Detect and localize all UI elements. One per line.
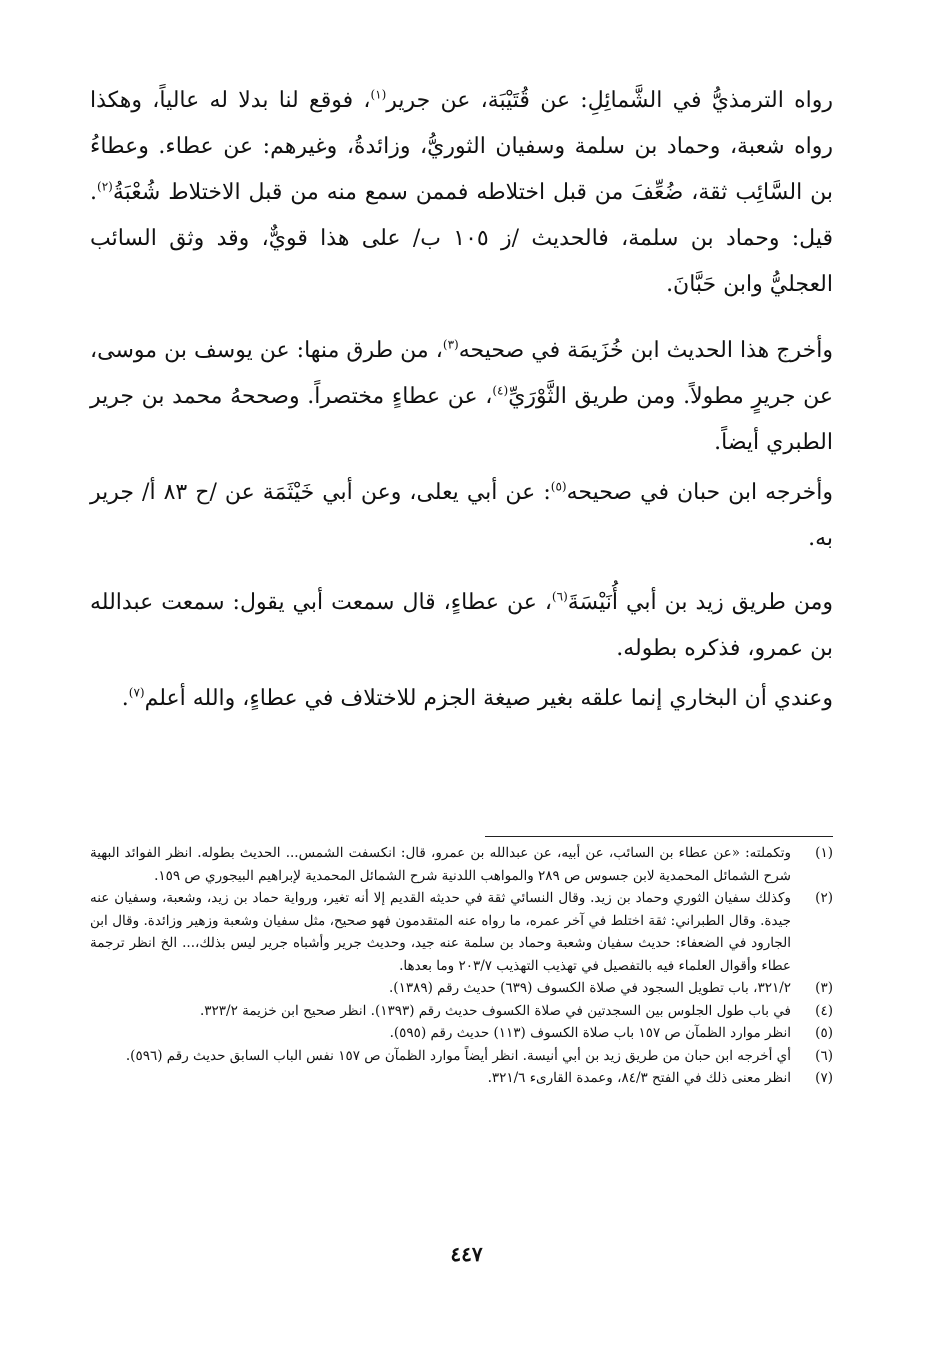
paragraph xyxy=(90,676,833,722)
footnote-marker: (٥) xyxy=(550,479,567,494)
paragraph xyxy=(90,580,833,672)
paragraph xyxy=(90,328,833,466)
footnote-number: (٥) xyxy=(815,1025,833,1041)
paragraph-text: ومن طريق زيد بن أبي أُنَيْسَةَ xyxy=(567,590,833,615)
paragraph-text: ، عن عطاءٍ مختصراً. وصححهُ محمد بن جرير الطبري أيضاً. xyxy=(90,384,833,455)
footnotes xyxy=(90,842,833,1090)
paragraph-text: ، من طرق منها: عن يوسف بن موسى، عن جريرٍ مطولاً. ومن طريق الثَّوْرَيِّ xyxy=(90,338,834,409)
footnote xyxy=(90,1000,833,1023)
footnote xyxy=(90,1067,833,1090)
footnote-text: ٣٢١/٢، باب تطويل السجود في صلاة الكسوف (٦٣٩) حديث رقم (١٣٨٩). xyxy=(389,980,791,996)
paragraph-text: ، عن عطاءٍ، قال سمعت أبي يقول: سمعت عبدالله بن عمرو، فذكره بطوله. xyxy=(90,590,833,661)
footnote xyxy=(90,977,833,1000)
footnote-number: (٢) xyxy=(815,890,833,906)
footnote-text: انظر معنى ذلك في الفتح ٨٤/٣، وعمدة القارىء ٣٢١/٦. xyxy=(487,1070,791,1086)
footnote xyxy=(90,1022,833,1045)
footnote-marker: (٤) xyxy=(492,383,509,398)
footnote-number: (٤) xyxy=(815,1002,833,1019)
footnote-marker: (١) xyxy=(370,87,387,102)
footnote-text: انظر موارد الظمآن ص ١٥٧ باب صلاة الكسوف (١١٣) حديث رقم (٥٩٥). xyxy=(389,1025,791,1041)
footnote-text: وتكملته: «عن عطاء بن السائب، عن أبيه، عن عبدالله بن عمرو، قال: انكسفت الشمس... الحديث بطوله. انظر الفوائد البهية شرح الشمائل المحمدية لابن جسوس ص ٢٨٩ والمواهب اللدنية شرح الشمائل المحمدية لإبراهيم البيجوري ص ١٥٩. xyxy=(90,845,791,884)
paragraph-text: رواه الترمذيُّ في الشَّمائِلِ: عن قُتَيْبَة، عن جرير xyxy=(386,88,833,113)
footnote-separator xyxy=(485,836,833,837)
footnote-number: (٣) xyxy=(815,980,833,996)
footnote-number: (٦) xyxy=(815,1047,833,1064)
footnote-marker: (٢) xyxy=(97,179,113,194)
footnote-marker: (٧) xyxy=(128,685,145,700)
footnote-number: (٧) xyxy=(815,1070,833,1086)
footnote xyxy=(90,842,833,887)
footnote-number: (١) xyxy=(815,845,833,861)
footnote-text: أي أخرجه ابن حبان من طريق زيد بن أبي أنيسة. انظر أيضاً موارد الظمآن ص ١٥٧ نفس الباب السابق حديث رقم (٥٩٦). xyxy=(125,1047,791,1064)
footnote-text: وكذلك سفيان الثوري وحماد بن زيد. وقال النسائي ثقة في حديثه القديم إلا أنه تغير، ورواية حماد بن زيد، وشعبة، وسفيان عنه جيدة. وقال الطبراني: ثقة اختلط في آخر عمره، ما رواه عنه المتقدمون فهو صحيح، مثل سفيان وشعبة وزهير وزائدة. وقال ابن الجارود في الضعفاء: حديث سفيان وشعبة وحماد بن سلمة عنه جيد، وحديث جرير وأشباه جرير ليس بذلك،... الخ انظر ترجمة عطاء وأقوال العلماء فيه بالتفصيل في تهذيب التهذيب ٢٠٣/٧ وما بعدها. xyxy=(90,890,791,974)
paragraph-text: : عن أبي يعلى، وعن أبي خَيْثَمَة عن /ح ٨٣ أ/ جرير به. xyxy=(90,480,833,551)
paragraph-text: وأخرجه ابن حبان في صحيحه xyxy=(566,480,834,505)
paragraph-text: . قيل: وحماد بن سلمة، فالحديث /ز ١٠٥ ب/ على هذا قويٌّ، وقد وثق السائب العجليُّ وابن حَبَّانَ. xyxy=(90,180,833,297)
footnote xyxy=(90,1045,833,1068)
footnote-marker: (٣) xyxy=(442,337,459,352)
footnote xyxy=(90,887,833,977)
footnote-text: في باب طول الجلوس بين السجدتين في صلاة الكسوف حديث رقم (١٣٩٣). انظر صحيح ابن خزيمة ٣٢٣/٢. xyxy=(199,1002,791,1019)
footnote-marker: (٦) xyxy=(551,589,568,604)
main-text xyxy=(90,78,833,722)
paragraph xyxy=(90,470,833,562)
paragraph-text: . xyxy=(121,686,129,711)
paragraph-text: ، فوقع لنا بدلا له عالياً، وهكذا رواه شعبة، وحماد بن سلمة وسفيان الثوريُّ، وزائدةُ، وغيرهم: عن عطاء. وعطاءُ بن السَّائِب ثقة، ضُعِّفَ من قبل اختلاطه فممن سمع منه من قبل الاختلاط شُعْبَةُ xyxy=(90,88,833,205)
paragraph-text: وعندي أن البخاري إنما علقه بغير صيغة الجزم للاختلاف في عطاءٍ، والله أعلم xyxy=(144,686,833,711)
paragraph xyxy=(90,78,833,308)
paragraph-text: وأخرج هذا الحديث ابن خُزَيمَة في صحيحه xyxy=(458,338,833,363)
page-number: ٤٤٧ xyxy=(450,1242,483,1266)
